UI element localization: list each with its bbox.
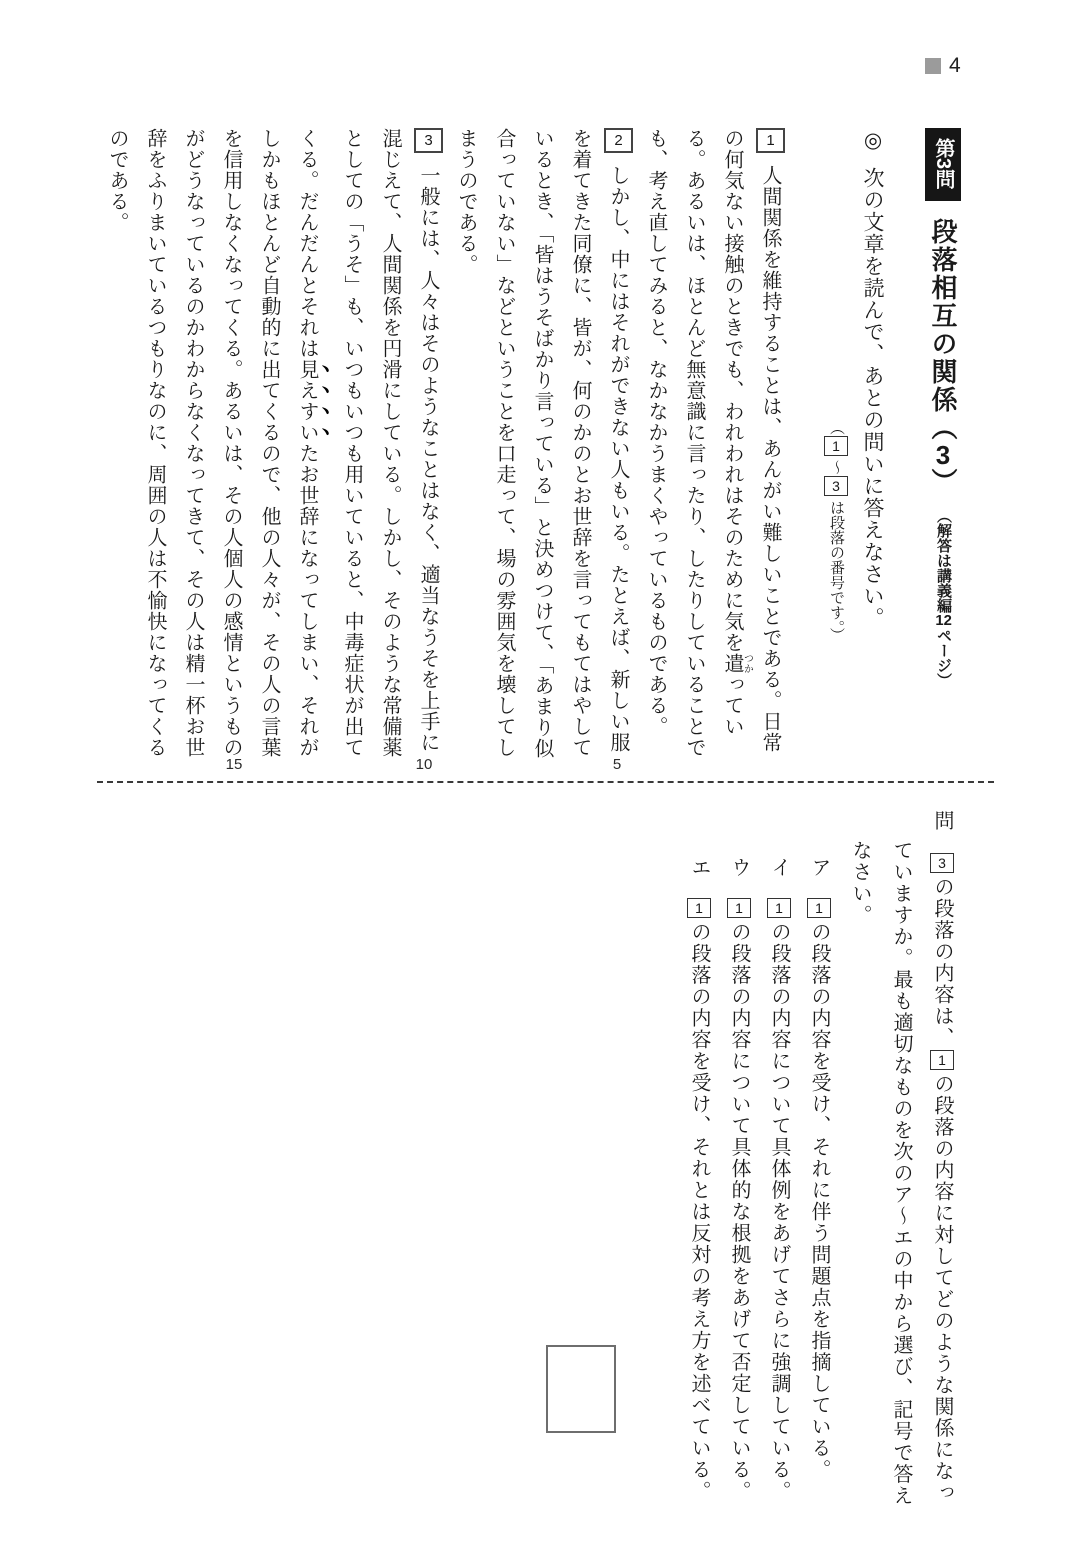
option-e-label: エ: [688, 857, 710, 879]
furigana-word: [721, 653, 753, 674]
note-post: ページ）: [935, 627, 952, 688]
ruby-base: 遣: [721, 653, 743, 674]
note-close: は段落の番号です。）: [828, 500, 845, 643]
paragraph-number-note: [823, 128, 849, 770]
question-section: [659, 810, 962, 1516]
option-u-label: ウ: [728, 857, 750, 879]
paragraph-ref-box-1: 1: [824, 436, 848, 456]
option-u-text: の段落の内容について具体的な根拠をあげて否定している。: [728, 921, 750, 1502]
title-number: 3: [935, 442, 951, 469]
option-i-ref-box: 1: [767, 898, 791, 918]
page-number: [925, 54, 961, 78]
question-text-2: の段落の内容に対してどのような関係になっていますか。最も適切なものを次のア～エの中から選び、記号で答えなさい。: [849, 840, 953, 1507]
question-label: 問: [931, 810, 953, 832]
option-u-ref-box: 1: [727, 898, 751, 918]
option-e-text: の段落の内容を受け、それとは反対の考え方を述べている。: [688, 921, 710, 1502]
paragraph-2-text: しかし、中にはそれができない人もいる。たとえば、新しい服を着てきた同僚に、皆が、何のかのとお世辞を言ってもてはやしているとき、「皆はうそばかり言っている」と決めつけて、「あまり似合っていない」などということを口走って、場の雰囲気を壊してしまうのである。: [455, 128, 629, 759]
note-open: （: [828, 420, 845, 435]
answer-write-in-box[interactable]: [546, 1345, 616, 1433]
paragraph-2-number-box: 2: [604, 128, 633, 153]
option-i: [759, 857, 799, 1516]
instruction-marker: ◎: [861, 128, 884, 153]
paragraph-1-number-box: 1: [756, 128, 785, 153]
option-a-label: ア: [808, 857, 830, 879]
option-a-text: の段落の内容を受け、それに伴う問題点を指摘している。: [808, 921, 830, 1481]
page-marker-icon: [925, 58, 941, 74]
option-u: [719, 857, 759, 1516]
document-title: [928, 218, 958, 496]
question-ref-box-3: 3: [930, 853, 954, 873]
line-number-15: 15: [225, 756, 243, 773]
paragraph-3-number-box: 3: [414, 128, 443, 153]
passage-section: [98, 128, 965, 770]
note-tilde: ～: [828, 460, 845, 475]
note-pre: （解答は講義編: [935, 507, 952, 613]
paragraph-1: [637, 128, 789, 770]
answer-reference-note: [935, 508, 952, 688]
document-header: [921, 128, 965, 770]
question-ref-box-1: 1: [930, 1050, 954, 1070]
line-number-5: 5: [612, 756, 622, 773]
title-paren-open: （: [928, 414, 958, 443]
paragraph-3-text-post: たお世辞になってしまい、それがしかもほとんど自動的に出てくるので、他の人々が、その人の言葉を信用しなくなってくる。あるいは、その人個人の感情というものがどうなっているのかわからなくなってきて、その人は精一杯お世辞をふりまいているつもりなのに、周囲の人は不愉快になってくるのである。: [106, 128, 318, 758]
instruction-text: 次の文章を読んで、あとの問いに答えなさい。: [861, 167, 884, 629]
paragraph-ref-box-3: 3: [824, 476, 848, 496]
paragraph-3-text-pre: 一般には、人々はそのようなことはなく、適当なうそを上手に混じえて、人間関係を円滑にしている。しかし、そのような常備薬としての「うそ」も、いつもいつも用いていると、中毒症状が出てくる。だんだんとそれは: [296, 128, 439, 758]
paragraph-2: [447, 128, 637, 770]
option-i-text: の段落の内容について具体例をあげてさらに強調している。: [768, 921, 790, 1502]
title-paren-close: ）: [928, 468, 958, 497]
answer-options: [679, 810, 839, 1516]
emphasized-text: 見えすい: [296, 359, 318, 443]
instruction-line: [849, 128, 895, 770]
option-e: [679, 857, 719, 1516]
ruby-reading: つか: [741, 653, 753, 674]
option-i-label: イ: [768, 857, 790, 879]
dashed-divider: [97, 781, 994, 783]
paragraph-1-text-post: っている。あるいは、ほとんど無意識に言ったり、したりしていることでも、考え直してみると、なかなかうまくやっているものである。: [645, 128, 743, 758]
paragraph-3: [98, 128, 447, 770]
question-text-1: の段落の内容は、: [931, 876, 953, 1049]
problem-number-badge: 第3問: [925, 128, 961, 201]
option-a: [799, 857, 839, 1516]
question-text: [839, 810, 962, 1516]
paragraph-1-text-pre: 人間関係を維持することは、あんがい難しいことである。日常の何気ない接触のときでも、われわれはそのために気を: [721, 128, 781, 753]
page-number-text: 4: [949, 54, 961, 77]
line-number-10: 10: [415, 756, 433, 773]
note-page-number: 12: [935, 612, 952, 628]
title-text: 段落相互の関係: [928, 218, 958, 415]
option-a-ref-box: 1: [807, 898, 831, 918]
option-e-ref-box: 1: [687, 898, 711, 918]
